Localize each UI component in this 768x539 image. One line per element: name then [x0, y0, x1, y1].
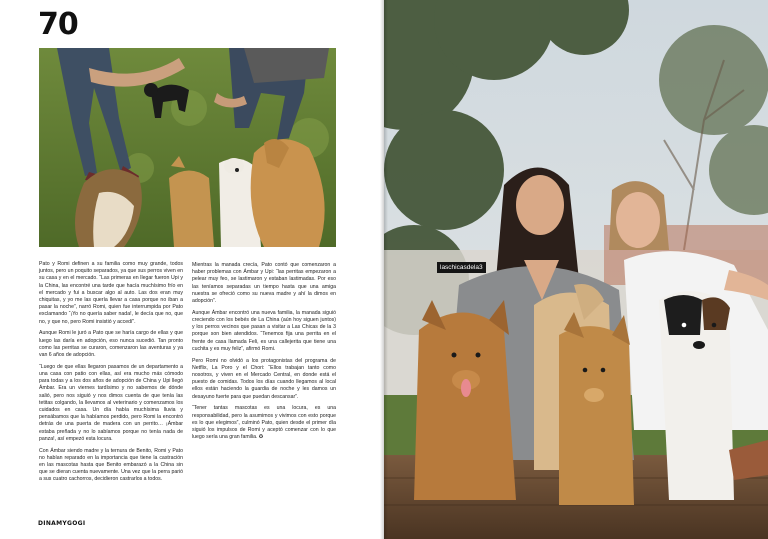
page-number: 70 [38, 7, 78, 42]
instagram-tag: laschicasdela3 [437, 262, 486, 273]
article-column-left [39, 261, 183, 488]
article-paragraph: Pato y Romi definen a su familia como muy grande, todos juntos, pero un poquito separados, ya que sus perros viven en su casa y en el mercado. “Las primeras en llegar fueron Upi y la China, las encontré una tarde que hacía muchísimo frío en el mercado y fui a buscar algo al auto. Las dos eran muy chiquitas, y yo me las quería llevar a casa porque no iban a pasar la noche”, narró Romi, quien fue interrumpida por Pato exclamando “¡Yo no quería saber nada!, le decía que no, que no, y que no, pero Romi insistió y accedí”. [39, 261, 183, 325]
article-paragraph: Pero Romi no olvidó a los protagonistas del programa de Netflix, La Poro y el Chori: “Ellos trabajan tanto como nosotros, y viven en el Mercado Central, en donde está el puesto de comidas. Todos los días cuando llegamos al local ellos están haciendo la guardia de noche y les damos un desayuno fuerte para que puedan descansar”. [192, 357, 336, 400]
page-spine [380, 0, 388, 539]
article-paragraph: Aunque Ámbar encontró una nueva familia, la manada siguió creciendo con los bebés de La China (aún hoy siguen juntos) y los perros vecinos que pasan a visitar a Las Chicas de la 3 porque son bien atendidos. “Tenemos fija una perrita en el frente de casa llamada Feli, es una callejerita que tiene una cuchita y es muy feliz”, afirmó Romi. [192, 309, 336, 352]
article-paragraph: Mientras la manada crecía, Pato contó que comenzaron a haber problemas con Ámbar y Upi: “las perritas empezaron a pelear muy feo, se lastimaron y estaban lastimadas. Por eso las teníamos separadas un tiempo hasta que una amiga nuestra se ofreció como su nueva madre y ahí la dimos en adopción”. [192, 262, 336, 305]
right-page [384, 0, 768, 539]
article-paragraph: “Luego de que ellas llegaron pasamos de un departamento a una casa con patio con ellas, así era mucho más cómodo para todas y a los dos años de adopción de China y Upi llegó Ámbar. Era un viernes tardísimo y no sabemos de dónde salió, pero nos siguió y nos dimos cuenta de que tenía las tetitas colgando, la llevamos al veterinario y comenzamos los cuidados en casa. Un día había muchísima lluvia y pensábamos que la habíamos perdido, pero Romi la encontró detrás de una puerta de madera con un perrito… ¡Ámbar estaba preñada y no lo sabíamos porque no tenía nada de panza!, así empezó esta locura. [39, 363, 183, 442]
magazine-logo: DINAMYGOGI [38, 520, 86, 527]
article-column-right [192, 262, 336, 446]
dogs-grass-photo [39, 48, 336, 247]
article-paragraph: Aunque Romi le juró a Pato que se haría cargo de ellas y que luego las daría en adopción, eso nunca sucedió. Tan pronto como las perritas se curaron, comenzaron las aventuras y ya van 6 años de adopción. [39, 330, 183, 359]
article-paragraph: Con Ámbar siendo madre y la ternura de Benito, Romi y Pato no habían reparado en la importancia que tiene la castración en las mascotas hasta que Benito embarazó a la China sin que se dieran cuenta nuevamente. Una vez que la perra parió a sus cuatro cachorros, decidieron castrarlos a todos. [39, 447, 183, 483]
article-paragraph: “Tener tantas mascotas es una locura, es una responsabilidad, pero la asumimos y vivimos con esto porque es lo que elegimos”, culminó Pato, quien desde el primer día siguió los impulsos de Romi y aceptó comenzar con lo que luego sería una gran familia. ✪ [192, 405, 336, 441]
